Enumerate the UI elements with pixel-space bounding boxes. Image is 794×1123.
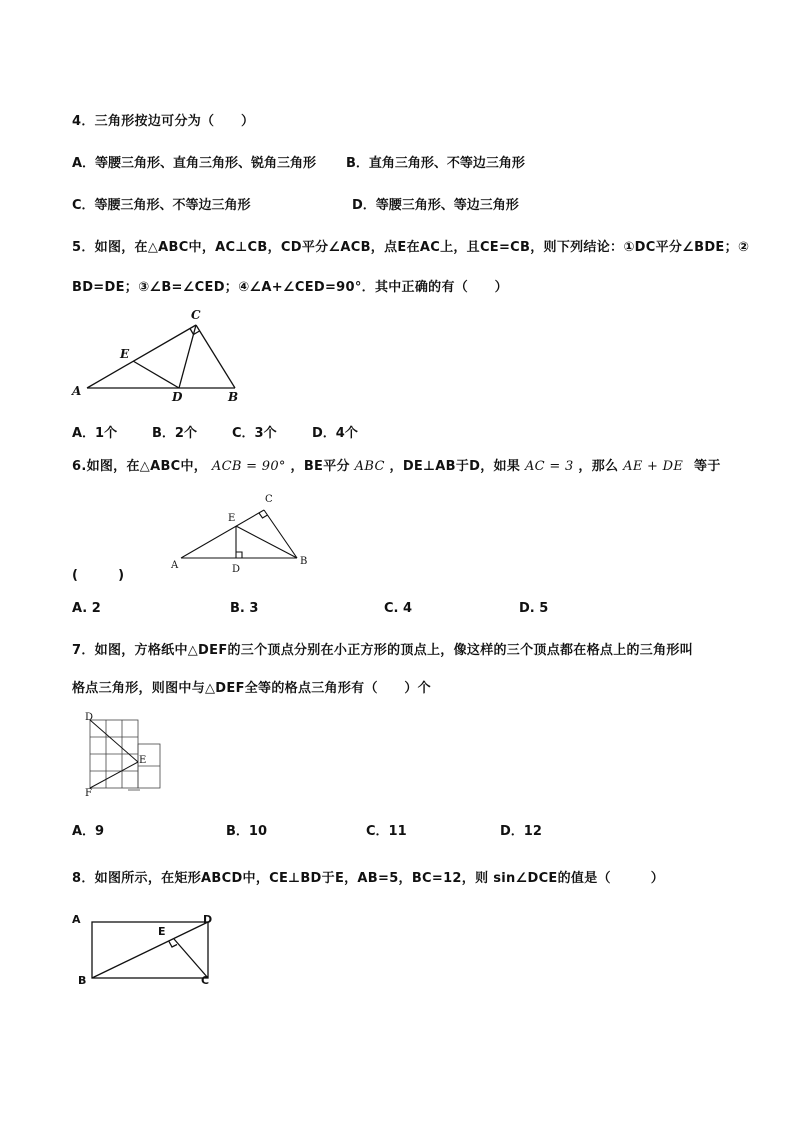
q7-stem-line2: 格点三角形，则图中与△DEF全等的格点三角形有（ ）个 [72,681,431,696]
q6-stem [72,455,721,474]
q7-grid [90,720,160,790]
q6-label-d: D [232,564,241,575]
q6-stem-mid1: ，BE平分 [290,459,350,474]
q5-option-d: D．4个 [312,426,358,441]
q4-option-b: B．直角三角形、不等边三角形 [346,156,525,171]
q5-option-c: C．3个 [232,426,277,441]
q6-stem-mid3: ，那么 [578,459,619,474]
q6-paren: ( ) [72,568,125,583]
q6-label-c: C [265,494,273,505]
q5-stem-line2: BD=DE；③∠B=∠CED；④∠A+∠CED=90°．其中正确的有（ ） [72,280,508,295]
q7-stem-line1: 7．如图，方格纸中△DEF的三个顶点分别在小正方形的顶点上，像这样的三个顶点都在格点上的三角形叫 [72,643,693,658]
q6-option-d: D. 5 [519,601,549,616]
q5-label-b: B [228,390,239,404]
q8-right-angle-mark [169,942,177,948]
q7-side-de [90,720,138,762]
q5-figure [66,305,256,405]
q6-option-b: B. 3 [230,601,259,616]
q7-grid-figure [84,712,174,798]
q8-label-b: B [78,974,87,987]
q6-math-sum: AE + DE [623,459,684,474]
q6-math-abc: ABC [354,459,385,474]
q8-label-d: D [203,913,213,926]
q8-stem: 8．如图所示，在矩形ABCD中，CE⊥BD于E，AB=5，BC=12，则 sin∠DCE的值是（ ） [72,871,665,886]
q6-math-angle: ACB = 90° [211,459,286,474]
q7-option-c: C．11 [366,824,407,839]
q5-stem-line1: 5．如图，在△ABC中，AC⊥CB，CD平分∠ACB，点E在AC上，且CE=CB，则下列结论：①DC平分∠BDE；② [72,240,750,255]
q4-option-a: A．等腰三角形、直角三角形、锐角三角形 [72,156,317,171]
q5-option-a: A．1个 [72,426,118,441]
q5-label-a: A [72,384,82,398]
q5-side-cb [196,325,235,388]
q7-option-d: D．12 [500,824,542,839]
q7-label-e: E [139,755,147,766]
q5-option-b: B．2个 [152,426,197,441]
q8-segment-ce [174,939,208,978]
q7-option-b: B．10 [226,824,267,839]
q6-label-e: E [228,513,236,524]
q6-option-a: A. 2 [72,601,101,616]
q4-option-c: C．等腰三角形、不等边三角形 [72,198,251,213]
q5-label-c: C [191,308,201,322]
q6-math-ac: AC = 3 [524,459,574,474]
q6-option-c: C. 4 [384,601,413,616]
q5-label-d: D [172,390,183,404]
q6-right-angle-mark-d [236,552,242,558]
q5-label-e: E [120,347,130,361]
q6-side-cb [264,510,297,558]
q8-label-c: C [201,974,210,987]
q6-stem-prefix: 6.如图，在△ABC中， [72,459,208,474]
q6-segment-be [236,526,297,558]
q8-label-a: A [72,913,81,926]
q7-option-a: A．9 [72,824,105,839]
q6-stem-mid2: ，DE⊥AB于D，如果 [389,459,521,474]
q5-segment-ed [133,361,179,388]
q6-figure [166,490,316,580]
q6-stem-suffix: 等于 [694,459,721,474]
q7-label-d: D [85,712,94,723]
q7-label-f: F [85,788,92,799]
q8-label-e: E [158,925,166,938]
q6-label-a: A [171,560,179,571]
q4-option-d: D．等腰三角形、等边三角形 [352,198,519,213]
q4-stem: 4．三角形按边可分为（ ） [72,114,255,129]
q8-diagonal-bd [92,922,208,978]
q5-side-ac [87,325,196,388]
q6-label-b: B [300,556,308,567]
q8-figure [66,905,226,995]
q7-side-ef [90,762,138,788]
